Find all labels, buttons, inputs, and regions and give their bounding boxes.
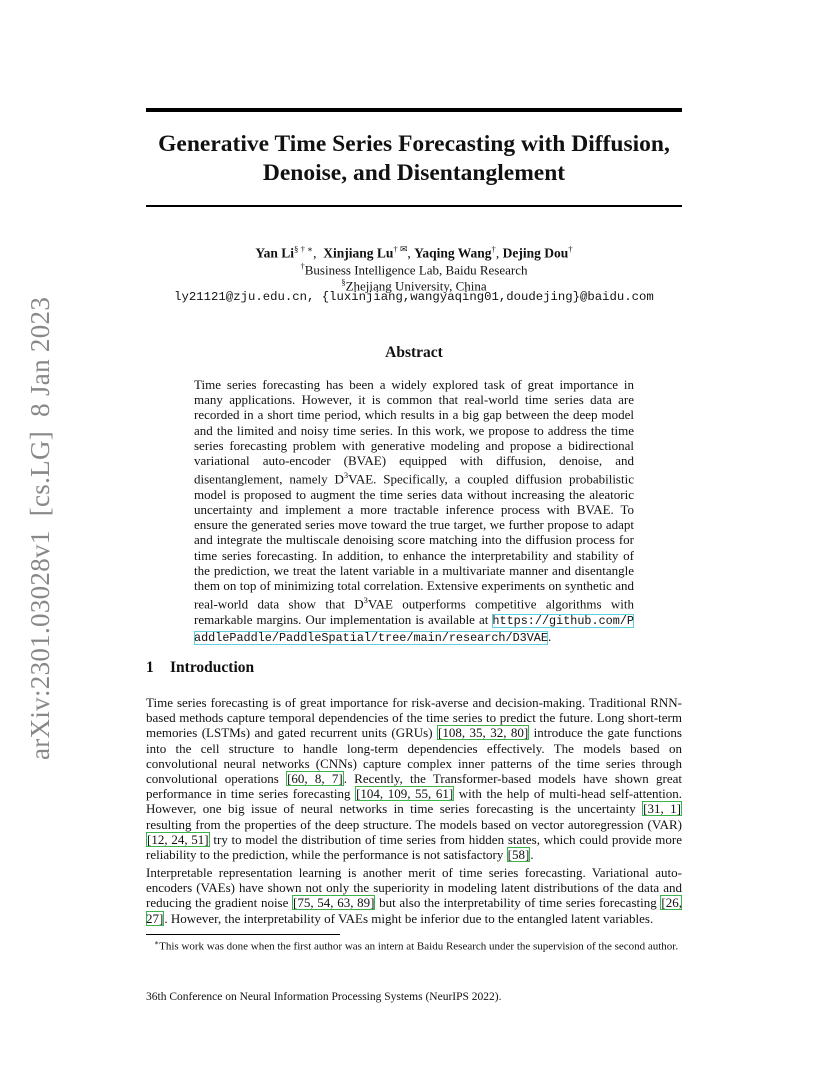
affiliation-2-text: Zhejiang University, China: [345, 278, 487, 294]
text-run: with the help of multi-head self-attention. However, one big issue of neural networks in time series forecasting is the uncertainty: [146, 786, 682, 817]
citation-link[interactable]: [60, 8, 7]: [287, 771, 343, 787]
footnote-mark: ∗: [154, 939, 160, 947]
footnote: [146, 937, 682, 954]
abstract-body: Time series forecasting has been a widely explored task of great importance in many applications. However, it is common that real-world time series data are recorded in a short time period, which results in a big gap between the deep model and the limited and noisy time series. In this work, we propose to address the time series forecasting problem with generative modeling and propose a bidirectional variational auto-encoder (BVAE) equipped with diffusion, denoise, and disentanglement, namely $D^3VAE$. Specifically, a coupled diffusion probabilistic model is proposed to augment the time series data without increasing the aleatoric uncertainty and implement a more tractable inference process with BVAE. To ensure the generated series move toward the true target, we further propose to adapt and integrate the multiscale denoising score matching into the diffusion process for time series forecasting. In addition, to enhance the interpretability and stability of the prediction, we treat the latent variable in a multivariate manner and disentangle them on top of minimizing total correlation. Extensive experiments on synthetic and real-world data show that $D^3VAE$ outperforms competitive algorithms with remarkable margins. Our implementation is available at https://github.com/PaddlePaddle/PaddleSpatial/tree/main/research/D3VAE.: [194, 377, 635, 645]
text-run: Interpretable representation learning is another merit of time series forecasting. Variational auto-encoders (VAEs) have shown not only the superiority in modeling latent distributions of the data and reducing the gradient noise: [146, 865, 682, 911]
abstract-text-2: VAE. Specifically, a coupled diffusion probabilistic model is proposed to augment the time series data without increasing the aleatoric uncertainty and implement a more tractable inference process with BVAE. To ensure the generated series move toward the true target, we further propose to adapt and integrate the multiscale denoising score matching into the diffusion process for time series forecasting. In addition, to enhance the interpretability and stability of the prediction, we treat the latent variable in a multivariate manner and disentangle them on top of minimizing total correlation. Extensive experiments on synthetic and real-world data show that D: [194, 471, 634, 612]
citation-link[interactable]: [26, 27]: [146, 895, 682, 926]
title-line-1: Generative Time Series Forecasting with Diffusion,: [158, 131, 670, 157]
title-line-2: Denoise, and Disentanglement: [262, 160, 566, 186]
arxiv-stamp: [14, 296, 55, 760]
text-run: .: [530, 847, 534, 863]
citation-link[interactable]: [108, 35, 32, 80]: [438, 725, 529, 741]
footnote-text: This work was done when the first author was an intern at Baidu Research under the supervision of the second author.: [159, 940, 679, 953]
citation-link[interactable]: [12, 24, 51]: [147, 831, 209, 847]
footnote-rule: [146, 934, 340, 935]
author-3: Yaqing Wang: [414, 245, 492, 261]
author-4-marks: †: [568, 244, 573, 254]
author-2: Xinjiang Lu: [323, 245, 394, 261]
superscript-3: 3: [363, 595, 368, 606]
author-list: Yan Li§ † ∗, Xinjiang Lu† ✉, Yaqing Wang†, Dejing Dou†: [255, 244, 573, 261]
affiliation-2-mark: §: [341, 277, 346, 287]
author-1: Yan Li: [255, 245, 294, 261]
intro-paragraph-2: [146, 865, 682, 926]
author-4: Dejing Dou: [502, 245, 569, 261]
text-run: try to model the distribution of time series from hidden states, which could provide more reliability to the prediction, while the performance is not satisfactory: [146, 831, 682, 863]
title-bottom-rule: [146, 205, 682, 207]
text-run: . However, the interpretability of VAEs might be inferior due to the entangled latent variables.: [164, 910, 654, 926]
author-3-marks: †: [491, 244, 496, 254]
superscript-3: 3: [343, 470, 349, 481]
section-heading-introduction: [146, 659, 254, 677]
author-emails: ly21121@zju.edu.cn, {luxinjiang,wangyaqing01,doudejing}@baidu.com: [174, 290, 654, 304]
text-run: resulting from the properties of the deep structure. The models based on vector autoregression (VAR): [146, 816, 682, 832]
repository-link[interactable]: https://github.com/PaddlePaddle/PaddleSpatial/tree/main/research/D3VAE: [194, 613, 634, 645]
conference-footer: 36th Conference on Neural Information Processing Systems (NeurIPS 2022).: [146, 991, 502, 1003]
text-run: . Recently, the Transformer-based models have shown great performance in time series forecasting: [146, 771, 682, 802]
author-2-marks: † ✉: [393, 244, 408, 254]
text-run: but also the interpretability of time series forecasting: [375, 895, 661, 911]
abstract-text-3: VAE outperforms competitive algorithms with remarkable margins. Our implementation is available at: [194, 596, 635, 627]
author-1-marks: § † ∗: [294, 244, 314, 254]
arxiv-identifier: arXiv:2301.03028v1 [cs.LG] 8 Jan 2023: [25, 296, 55, 760]
intro-paragraph-1: [146, 695, 682, 862]
paper-title: [146, 130, 682, 188]
citation-link[interactable]: [75, 54, 63, 89]: [293, 895, 375, 911]
title-top-rule: [146, 108, 682, 112]
citation-link[interactable]: [31, 1]: [643, 801, 681, 817]
affiliation-1-text: Business Intelligence Lab, Baidu Research: [304, 262, 528, 278]
section-number: 1: [146, 659, 154, 676]
abstract-text-1: Time series forecasting has been a widely explored task of great importance in many applications. However, it is common that real-world time series data are recorded in a short time period, which results in a big gap between the deep model and the limited and noisy time series. In this work, we propose to address the time series forecasting problem with generative modeling and propose a bidirectional variational auto-encoder (BVAE) equipped with diffusion, denoise, and disentanglement, namely D: [194, 377, 634, 487]
section-title: Introduction: [170, 659, 255, 676]
citation-link[interactable]: [104, 109, 55, 61]: [356, 786, 454, 802]
affiliation-1-mark: †: [300, 261, 305, 271]
text-run: introduce the gate functions into the cell structure to handle long-term dependencies effectively. The models based on convolutional neural networks (CNNs) capture complex inner patterns of the time series through convolutional operations: [146, 725, 682, 787]
abstract-heading: Abstract: [385, 344, 443, 361]
citation-link[interactable]: [58]: [507, 847, 530, 863]
text-run: Time series forecasting is of great importance for risk-averse and decision-making. Traditional RNN-based methods capture temporal dependencies of the time series to predict the future. Long short-term memories (LSTMs) and gated recurrent units (GRUs): [146, 695, 682, 741]
